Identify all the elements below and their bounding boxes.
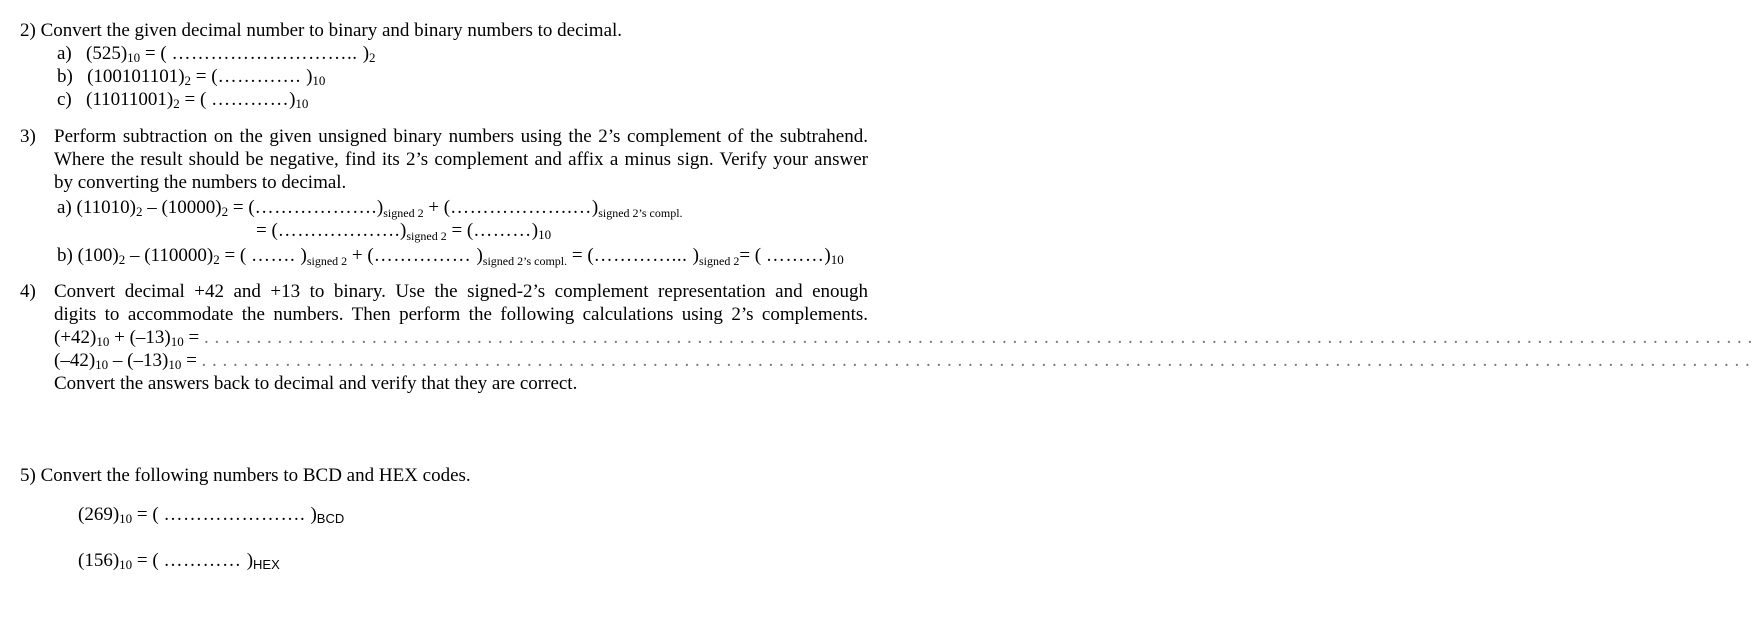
q2a-result-base: 2	[369, 50, 376, 65]
q5a-answer-blank: ………………….	[163, 504, 311, 525]
q5a-close: )	[310, 504, 317, 525]
q3-number: 3)	[20, 126, 36, 147]
q5b-eq: = (	[132, 550, 164, 571]
q4c1-operand-b: (–13)	[129, 327, 171, 348]
q5-item-bcd	[78, 504, 344, 526]
q3a-eq3: = (	[446, 220, 474, 241]
q3b-eq3: = (	[739, 245, 766, 266]
q3b-eq1: = (	[219, 245, 251, 266]
q2c-close: )	[289, 89, 296, 110]
q2a-label: a)	[57, 43, 72, 64]
q4c2-operand-a: (–42)	[54, 350, 96, 371]
q3a-minus: –	[142, 197, 162, 218]
q5a-lhs: (269)	[78, 504, 120, 525]
q4c1-answer-line: . . . . . . . . . . . . . . . . . . . . . . . . . . . . . . . . . . . . . . . . . . . . . . . . . . . . . . . . . . . . . . . . . . . . . . . . . . . . . . . . . . . . . . . . . . . . . . . . . . . . . . . . . . . . . . . . . . . . . . . . . . . . . . . . . . . . . . . . . . . . . . . . . . . .	[203, 327, 1753, 348]
q2c-label: c)	[57, 89, 72, 110]
q3a-blank3: ……………….	[277, 220, 401, 241]
q2-item-a	[57, 43, 376, 65]
q2b-lhs-base: 2	[184, 73, 192, 88]
q3b-subtrahend: (110000)	[144, 245, 214, 266]
q2a-answer-blank: ………………………..	[171, 43, 363, 64]
q3a-subtrahend: (10000)	[161, 197, 222, 218]
q3a-close3: )	[400, 220, 407, 241]
q2c-lhs: (11011001)	[86, 89, 174, 110]
q2a-lhs-base: 10	[127, 50, 141, 65]
q5-item-hex	[78, 550, 280, 572]
q3b-label: b)	[57, 245, 73, 266]
q4c1-operand-b-base: 10	[170, 334, 184, 349]
q3a-blank2: ……………….…	[450, 197, 592, 218]
q3a-eq2: = (	[256, 220, 278, 241]
q3b-close1: )	[300, 245, 307, 266]
q2-item-b	[57, 66, 325, 88]
q3a-close1: )	[376, 197, 384, 218]
q3-item-b	[57, 245, 844, 267]
q3b-signed-label: signed 2	[306, 254, 348, 268]
q3-text-line2: Where the result should be negative, find its 2’s complement and affix a minus sign. Verify your answer	[54, 149, 868, 170]
q4c2-answer-line: . . . . . . . . . . . . . . . . . . . . . . . . . . . . . . . . . . . . . . . . . . . . . . . . . . . . . . . . . . . . . . . . . . . . . . . . . . . . . . . . . . . . . . . . . . . . . . . . . . . . . . . . . . . . . . . . . . . . . . . . . . . . . . . . . . . . . . . . . . . . . . . . . . . .	[201, 350, 1751, 371]
q3-text-line3: by converting the numbers to decimal.	[54, 172, 347, 193]
q4c1-operand-a-base: 10	[96, 334, 110, 349]
q4-number: 4)	[20, 281, 36, 302]
q3b-blank2: ……………	[373, 245, 477, 266]
q2b-answer-blank: ………….	[217, 66, 307, 87]
q2-title: 2) Convert the given decimal number to binary and binary numbers to decimal.	[20, 20, 623, 41]
q3a-subtrahend-base: 2	[221, 204, 229, 219]
q5b-close: )	[246, 550, 254, 571]
q2b-eq: = (	[191, 66, 218, 87]
q3a-blank1: ……………….	[254, 197, 377, 218]
q2c-lhs-base: 2	[173, 96, 180, 111]
q3a-minuend-base: 2	[135, 204, 143, 219]
q3a-signed-label-2: signed 2	[406, 229, 447, 243]
q2b-label: b)	[57, 66, 73, 87]
q3a-compl-label: signed 2’s compl.	[598, 206, 683, 220]
q3a-plus: + (	[423, 197, 451, 218]
q3b-close3: )	[692, 245, 699, 266]
q2c-answer-blank: …………	[211, 89, 290, 110]
q3a-decimal-base: 10	[538, 227, 552, 242]
q5a-eq: = (	[132, 504, 164, 525]
q4-text-line3: Convert the answers back to decimal and verify that they are correct.	[54, 373, 578, 394]
q3a-signed-label: signed 2	[383, 206, 424, 220]
q2a-close: )	[362, 43, 370, 64]
q4c2-eq: =	[181, 350, 202, 371]
q4c2-operand-b-base: 10	[168, 357, 182, 372]
q3b-eq2: = (	[567, 245, 594, 266]
q3b-blank3: …………...	[593, 245, 693, 266]
q3b-signed-label-2: signed 2	[698, 254, 740, 268]
q4c1-eq: =	[183, 327, 204, 348]
q3a-label: a)	[57, 197, 72, 218]
q5b-answer-blank: …………	[163, 550, 247, 571]
q4c2-operand-b: (–13)	[127, 350, 169, 371]
q2a-eq: = (	[140, 43, 172, 64]
q4c1-op: +	[109, 327, 130, 348]
q2b-result-base: 10	[312, 73, 326, 88]
q2b-close: )	[306, 66, 313, 87]
q3b-compl-label: signed 2’s compl.	[482, 254, 568, 268]
q3b-minuend-base: 2	[118, 252, 126, 267]
q3a-close2: )	[591, 197, 599, 218]
q2c-eq: = (	[179, 89, 212, 110]
q3-item-a-row2	[256, 220, 551, 242]
q4-text-line1: Convert decimal +42 and +13 to binary. Use the signed-2’s complement representation and enough	[54, 281, 868, 302]
q4-calc1	[54, 327, 1753, 349]
q5b-code-label: HEX	[253, 557, 280, 572]
q4c1-operand-a: (+42)	[54, 327, 97, 348]
q3b-decimal-base: 10	[830, 252, 844, 267]
q3b-blank1: …….	[250, 245, 301, 266]
q4c2-operand-a-base: 10	[95, 357, 109, 372]
q3b-plus: + (	[347, 245, 374, 266]
q2a-lhs: (525)	[86, 43, 128, 64]
q3a-eq1: = (	[228, 197, 255, 218]
q4-calc2	[54, 350, 1751, 372]
q2c-result-base: 10	[295, 96, 309, 111]
q3b-close4: )	[824, 245, 831, 266]
q3-text-line1: Perform subtraction on the given unsigned binary numbers using the 2’s complement of the subtrahend.	[54, 126, 868, 147]
q3b-close2: )	[476, 245, 483, 266]
q2b-lhs: (100101101)	[87, 66, 185, 87]
q5b-lhs-base: 10	[119, 557, 133, 572]
q5a-code-label: BCD	[316, 511, 345, 526]
q5-title: 5) Convert the following numbers to BCD and HEX codes.	[20, 465, 471, 486]
q3a-close4: )	[531, 220, 539, 241]
q3b-blank4: ………	[765, 245, 825, 266]
q3b-minus: –	[125, 245, 145, 266]
q3-item-a-row1	[57, 197, 683, 219]
q2-item-c	[57, 89, 308, 111]
q4c2-op: –	[108, 350, 128, 371]
q5a-lhs-base: 10	[119, 511, 133, 526]
q3a-blank4: ………	[473, 220, 532, 241]
q3b-subtrahend-base: 2	[213, 252, 220, 267]
q3a-minuend: (11010)	[76, 197, 136, 218]
q4-text-line2: digits to accommodate the numbers. Then perform the following calculations using 2’s complements.	[54, 304, 868, 325]
q5b-lhs: (156)	[78, 550, 120, 571]
q3b-minuend: (100)	[77, 245, 119, 266]
